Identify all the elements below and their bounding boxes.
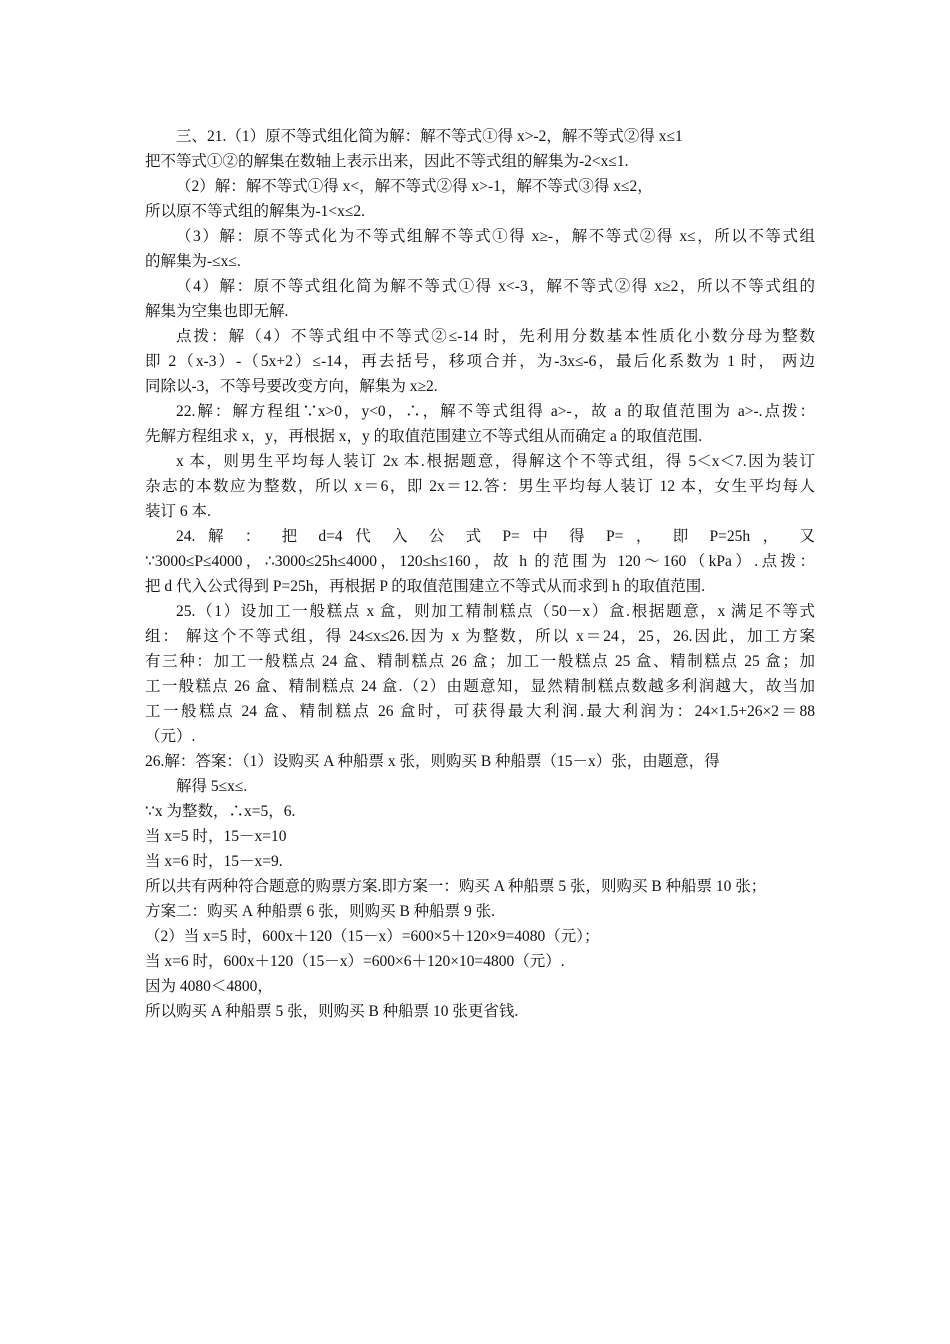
text-line: 有三种：加工一般糕点 24 盒、精制糕点 26 盒；加工一般糕点 25 盒、精制糕点 25 盒；加	[145, 653, 815, 670]
text-line: 所以共有两种符合题意的购票方案.即方案一：购买 A 种船票 5 张，则购买 B 种船票 10 张；	[145, 878, 767, 895]
text-line: 即 2（x-3）-（5x+2）≤-14，再去括号，移项合并，为-3x≤-6，最后化系数为 1 时， 两边	[145, 353, 815, 370]
text-line: （3）解：原不等式化为不等式组解不等式①得 x≥-，解不等式②得 x≤，所以不等式组	[176, 228, 815, 245]
text-line: 同除以-3，不等号要改变方向，解集为 x≥2.	[145, 378, 438, 395]
text-line: 把 d 代入公式得到 P=25h，再根据 P 的取值范围建立不等式从而求到 h 的取值范围.	[145, 578, 706, 595]
text-line: 所以购买 A 种船票 5 张，则购买 B 种船票 10 张更省钱.	[145, 1003, 519, 1020]
text-line: 因为 4080＜4800，	[145, 978, 273, 995]
text-line: 杂志的本数应为整数，所以 x＝6，即 2x＝12.答：男生平均每人装订 12 本，女生平均每人	[145, 478, 815, 495]
text-line: 装订 6 本.	[145, 503, 211, 520]
text-line: 24. 解 ： 把 d=4 代 入 公 式 P= 中 得 P= ， 即 P=25h ， 又	[176, 528, 815, 545]
text-line: 把不等式①②的解集在数轴上表示出来，因此不等式组的解集为-2<x≤1.	[145, 153, 629, 170]
text-line: 工一般糕点 26 盒、精制糕点 24 盒.（2）由题意知，显然精制糕点数越多利润越大，故当加	[145, 678, 815, 695]
text-line: 当 x=6 时，600x＋120（15－x）=600×6＋120×10=4800（元）.	[145, 953, 565, 970]
text-line: 解集为空集也即无解.	[145, 303, 289, 320]
text-line: 工一般糕点 24 盒、精制糕点 26 盒时，可获得最大利润.最大利润为：24×1.5+26×2＝88	[145, 703, 815, 720]
text-line: 当 x=5 时，15－x=10	[145, 828, 287, 845]
text-line: 的解集为-≤x≤.	[145, 253, 241, 270]
text-line: 当 x=6 时，15－x=9.	[145, 853, 283, 870]
text-line: 三、21.（1）原不等式组化简为解：解不等式①得 x>-2，解不等式②得 x≤1	[176, 128, 683, 145]
text-line: ∵x 为整数，∴x=5，6.	[145, 803, 296, 820]
text-line: 25.（1）设加工一般糕点 x 盒，则加工精制糕点（50－x）盒.根据题意，x 满足不等式	[176, 603, 815, 620]
text-line: x 本，则男生平均每人装订 2x 本.根据题意，得解这个不等式组，得 5＜x＜7.因为装订	[176, 453, 815, 470]
text-line: 先解方程组求 x，y，再根据 x，y 的取值范围建立不等式组从而确定 a 的取值范围.	[145, 428, 703, 445]
text-line: （4）解：原不等式组化简为解不等式①得 x<-3，解不等式②得 x≥2，所以不等式组的	[176, 278, 815, 295]
text-line: 22.解：解方程组∵x>0，y<0，∴，解不等式组得 a>-，故 a 的取值范围为 a>-.点拨：	[176, 403, 815, 420]
text-line: （元）.	[145, 728, 196, 745]
text-line: （2）当 x=5 时，600x＋120（15－x）=600×5＋120×9=4080（元）；	[145, 928, 600, 945]
text-line: 所以原不等式组的解集为-1<x≤2.	[145, 203, 366, 220]
text-line: （2）解：解不等式①得 x<，解不等式②得 x>-1，解不等式③得 x≤2，	[176, 178, 653, 195]
text-line: ∵3000≤P≤4000，∴3000≤25h≤4000，120≤h≤160，故 h 的范围为 120～160（kPa）.点拨：	[145, 553, 815, 570]
text-line: 26.解：答案：（1）设购买 A 种船票 x 张，则购买 B 种船票（15－x）张，由题意，得	[145, 753, 720, 770]
text-line: 方案二：购买 A 种船票 6 张，则购买 B 种船票 9 张.	[145, 903, 496, 920]
text-line: 解得 5≤x≤.	[176, 778, 248, 795]
text-line: 点拨：解（4）不等式组中不等式②≤-14 时，先利用分数基本性质化小数分母为整数	[176, 328, 815, 345]
text-line: 组： 解这个不等式组，得 24≤x≤26.因为 x 为整数，所以 x＝24，25，26.因此，加工方案	[145, 628, 815, 645]
